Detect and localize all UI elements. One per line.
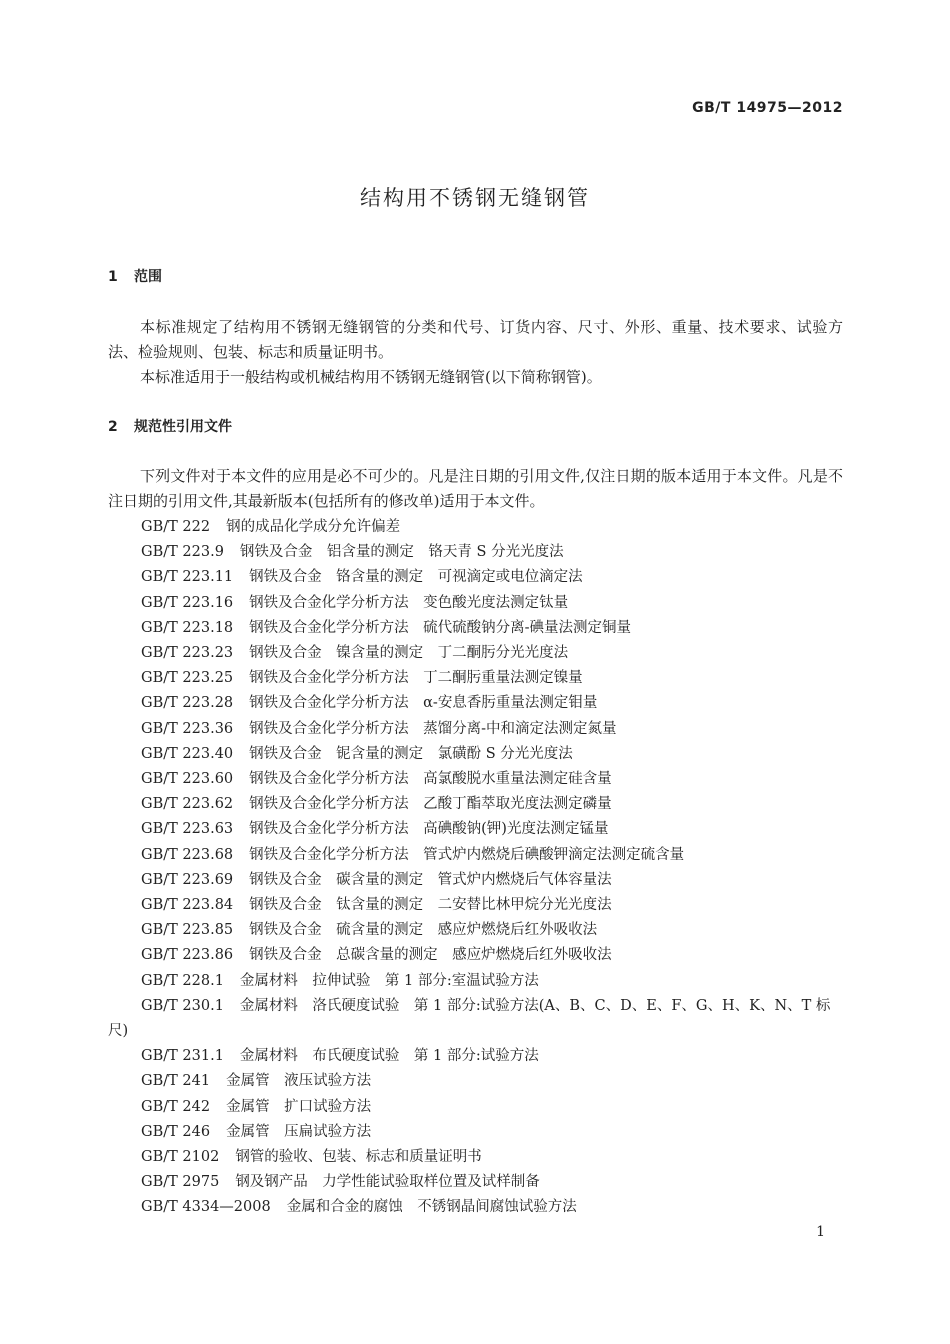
reference-item — [108, 1195, 844, 1220]
reference-item — [108, 1170, 844, 1195]
reference-code: GB/T 223.11 — [141, 569, 234, 586]
scope-paragraph-1: 本标准规定了结构用不锈钢无缝钢管的分类和代号、订货内容、尺寸、外形、重量、技术要求、试验方法、检验规则、包装、标志和质量证明书。 — [108, 318, 843, 361]
reference-item — [108, 994, 844, 1044]
reference-title: 金属管 扩口试验方法 — [226, 1098, 372, 1115]
reference-item — [108, 616, 844, 641]
reference-title: 钢及钢产品 力学性能试验取样位置及试样制备 — [235, 1174, 540, 1191]
reference-item — [108, 666, 844, 691]
section-1-heading — [108, 266, 162, 286]
section-1-number: 1 — [108, 269, 118, 285]
reference-item — [108, 1044, 844, 1069]
section-1-title: 范围 — [134, 269, 162, 285]
section-2-title: 规范性引用文件 — [134, 419, 232, 435]
reference-item — [108, 943, 844, 968]
reference-code: GB/T 241 — [141, 1073, 211, 1090]
reference-item — [108, 540, 844, 565]
page-number: 1 — [816, 1224, 825, 1240]
reference-code: GB/T 231.1 — [141, 1048, 224, 1065]
reference-code: GB/T 223.36 — [141, 720, 234, 737]
reference-code: GB/T 223.69 — [141, 871, 234, 888]
reference-item — [108, 918, 844, 943]
reference-title: 金属材料 洛氏硬度试验 第 1 部分:试验方法(A、B、C、D、E、F、G、H、K、N、T 标尺) — [108, 997, 831, 1040]
reference-code: GB/T 223.63 — [141, 821, 234, 838]
reference-code: GB/T 242 — [141, 1098, 211, 1115]
reference-code: GB/T 223.25 — [141, 670, 234, 687]
reference-item — [108, 1120, 844, 1145]
reference-title: 钢铁及合金化学分析方法 管式炉内燃烧后碘酸钾滴定法测定硫含量 — [249, 846, 685, 863]
reference-title: 钢铁及合金化学分析方法 乙酸丁酯萃取光度法测定磷量 — [249, 796, 612, 813]
reference-title: 金属材料 布氏硬度试验 第 1 部分:试验方法 — [239, 1048, 539, 1065]
reference-code: GB/T 223.40 — [141, 745, 234, 762]
reference-title: 钢铁及合金化学分析方法 α-安息香肟重量法测定钼量 — [249, 695, 598, 712]
reference-code: GB/T 223.86 — [141, 947, 234, 964]
reference-code: GB/T 223.9 — [141, 544, 224, 561]
reference-item — [108, 641, 844, 666]
reference-item — [108, 1095, 844, 1120]
reference-code: GB/T 246 — [141, 1123, 211, 1140]
reference-title: 钢铁及合金 总碳含量的测定 感应炉燃烧后红外吸收法 — [249, 947, 612, 964]
reference-title: 钢铁及合金化学分析方法 高碘酸钠(钾)光度法测定锰量 — [249, 821, 609, 838]
reference-code: GB/T 223.85 — [141, 922, 234, 939]
reference-item — [108, 792, 844, 817]
reference-title: 钢铁及合金化学分析方法 蒸馏分离-中和滴定法测定氮量 — [249, 720, 617, 737]
reference-item — [108, 691, 844, 716]
reference-title: 金属材料 拉伸试验 第 1 部分:室温试验方法 — [239, 972, 539, 989]
reference-title: 钢铁及合金 铝含量的测定 铬天青 S 分光光度法 — [239, 544, 564, 561]
reference-item — [108, 1069, 844, 1094]
reference-list — [108, 515, 844, 1221]
reference-code: GB/T 4334—2008 — [141, 1199, 271, 1216]
reference-code: GB/T 222 — [141, 519, 211, 535]
reference-item — [108, 591, 844, 616]
reference-code: GB/T 223.84 — [141, 897, 234, 914]
reference-title: 钢铁及合金化学分析方法 高氯酸脱水重量法测定硅含量 — [249, 771, 612, 788]
reference-title: 钢的成品化学成分允许偏差 — [226, 519, 401, 535]
reference-item — [108, 515, 844, 540]
reference-title: 钢管的验收、包装、标志和质量证明书 — [235, 1149, 482, 1166]
standard-number: GB/T 14975—2012 — [692, 100, 843, 116]
reference-item — [108, 843, 844, 868]
reference-code: GB/T 223.23 — [141, 645, 234, 662]
reference-item — [108, 767, 844, 792]
document-title: 结构用不锈钢无缝钢管 — [360, 186, 590, 210]
reference-title: 钢铁及合金化学分析方法 硫代硫酸钠分离-碘量法测定铜量 — [249, 619, 632, 636]
reference-title: 金属管 液压试验方法 — [226, 1073, 372, 1090]
reference-code: GB/T 223.28 — [141, 695, 234, 712]
reference-code: GB/T 2975 — [141, 1174, 220, 1191]
reference-code: GB/T 223.60 — [141, 771, 234, 788]
reference-title: 钢铁及合金 碳含量的测定 管式炉内燃烧后气体容量法 — [249, 871, 612, 888]
reference-code: GB/T 223.62 — [141, 796, 234, 813]
reference-title: 钢铁及合金 硫含量的测定 感应炉燃烧后红外吸收法 — [249, 922, 598, 939]
section-2-number: 2 — [108, 419, 118, 435]
reference-title: 钢铁及合金 镍含量的测定 丁二酮肟分光光度法 — [249, 645, 569, 662]
reference-title: 钢铁及合金化学分析方法 变色酸光度法测定钛量 — [249, 594, 569, 611]
reference-title: 钢铁及合金 铬含量的测定 可视滴定或电位滴定法 — [249, 569, 583, 586]
reference-code: GB/T 223.68 — [141, 846, 234, 863]
reference-item — [108, 742, 844, 767]
reference-title: 钢铁及合金 铌含量的测定 氯磺酚 S 分光光度法 — [249, 745, 573, 762]
reference-code: GB/T 223.18 — [141, 619, 234, 636]
reference-item — [108, 565, 844, 590]
reference-item — [108, 969, 844, 994]
reference-code: GB/T 2102 — [141, 1149, 220, 1166]
reference-item — [108, 717, 844, 742]
reference-item — [108, 893, 844, 918]
scope-paragraph-2: 本标准适用于一般结构或机械结构用不锈钢无缝钢管(以下简称钢管)。 — [140, 368, 602, 386]
reference-code: GB/T 228.1 — [141, 972, 224, 989]
reference-title: 金属和合金的腐蚀 不锈钢晶间腐蚀试验方法 — [286, 1199, 577, 1216]
reference-title: 钢铁及合金化学分析方法 丁二酮肟重量法测定镍量 — [249, 670, 583, 687]
reference-title: 金属管 压扁试验方法 — [226, 1123, 372, 1140]
reference-item — [108, 868, 844, 893]
reference-code: GB/T 223.16 — [141, 594, 234, 611]
reference-title: 钢铁及合金 钛含量的测定 二安替比林甲烷分光光度法 — [249, 897, 612, 914]
reference-code: GB/T 230.1 — [141, 997, 224, 1014]
section-2-heading — [108, 416, 232, 436]
references-intro: 下列文件对于本文件的应用是必不可少的。凡是注日期的引用文件,仅注日期的版本适用于本文件。凡是不注日期的引用文件,其最新版本(包括所有的修改单)适用于本文件。 — [108, 467, 843, 510]
reference-item — [108, 817, 844, 842]
reference-item — [108, 1145, 844, 1170]
